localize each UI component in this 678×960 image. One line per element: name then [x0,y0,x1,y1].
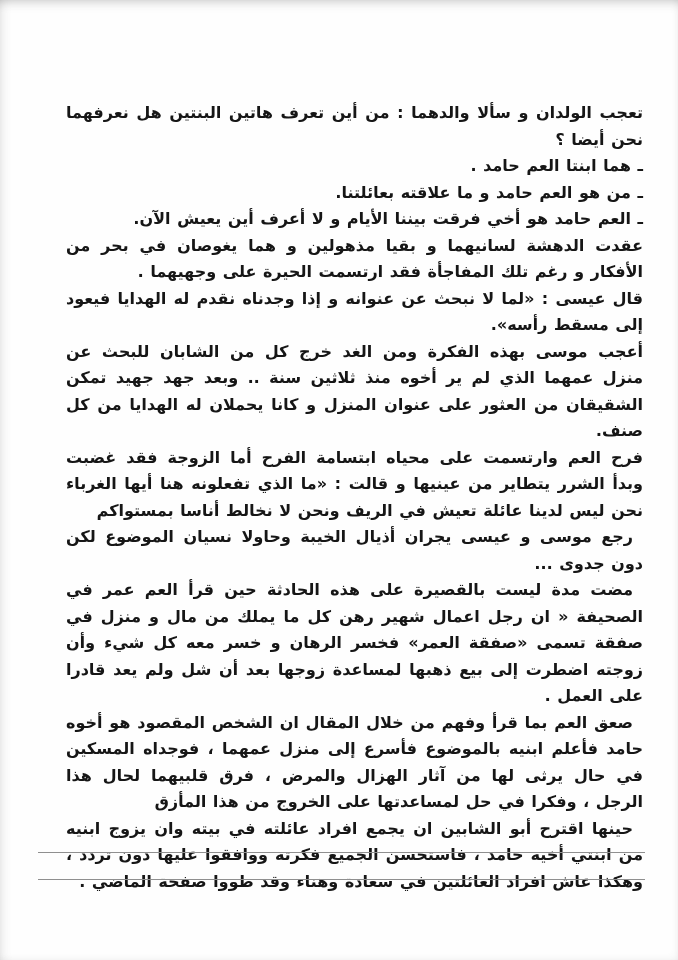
ruled-line [38,852,645,853]
dialogue-line: ـ هما ابنتا العم حامد . [470,156,643,175]
paragraph: عقدت الدهشة لسانيهما و بقيا مذهولين و هما يغوصان في بحر من الأفكار و رغم تلك المفاجأة فقد ارتسمت الحيرة على وجهيهما . [66,235,643,281]
paragraph: فرح العم وارتسمت على محياه ابتسامة الفرح أما الزوجة فقد غضبت وبدأ الشرر يتطاير من عينيها و قالت : «ما الذي تفعلونه هنا أيها الغرباء نحن ليس لدينا عائلة تعيش في الريف ونحن لا نخالط أناسا بمستواكم [66,447,643,520]
paragraph: رجع موسى و عيسى يجران أذيال الخيبة وحاولا نسيان الموضوع لكن دون جدوى ... [66,527,643,573]
paragraph: تعجب الولدان و سألا والدهما : من أين تعرف هاتين البنتين هل نعرفهما نحن أيضا ؟ [66,103,643,149]
dialogue-line: ـ العم حامد هو أخي فرقت بيننا الأيام و لا أعرف أين يعيش الآن. [133,209,643,228]
paragraph: أعجب موسى بهذه الفكرة ومن الغد خرج كل من الشابان للبحث عن منزل عمهما الذي لم ير أخوه منذ ثلاثين سنة .. وبعد جهد جهيد تمكن الشقيقان من العثور على عنوان المنزل و كانا يحملان له الهدايا من كل صنف. [66,341,643,440]
ruled-line [38,879,645,880]
paragraph: حينها اقترح أبو الشابين ان يجمع افراد عائلته في بيته وان يزوج ابنيه من ابنتي أخيه حامد ، فاستحسن الجميع فكرته ووافقوا عليها دون تردد ، وهكذا عاش افراد العائلتين في سعادة وهناء وقد طووا صفحة الماضي . [66,818,643,891]
dialogue-line: ـ من هو العم حامد و ما علاقته بعائلتنا. [335,182,643,202]
paragraph: مضت مدة ليست بالقصيرة على هذه الحادثة حين قرأ العم عمر في الصحيفة « ان رجل اعمال شهير رهن كل ما يملك من مال و منزل في صفقة تسمى «صفقة العمر» فخسر الرهان و خسر معه كل شيء وأن زوجته اضطرت إلى بيع ذهبها لمساعدة زوجها بعد أن شل ولم يعد قادرا على العمل . [66,580,643,705]
text-block [66,100,643,895]
paragraph: قال عيسى : «لما لا نبحث عن عنوانه و إذا وجدناه نقدم له الهدايا فيعود إلى مسقط رأسه». [66,288,643,334]
paragraph: صعق العم بما قرأ وفهم من خلال المقال ان الشخص المقصود هو أخوه حامد فأعلم ابنيه بالموضوع فأسرع إلى منزل عمهما ، فوجداه المسكين في حال يرثى لها من آثار الهزال والمرض ، فرق قلبيهما لحال هذا الرجل ، وفكرا في حل لمساعدتها على الخروج من هذا المأزق [66,712,643,811]
